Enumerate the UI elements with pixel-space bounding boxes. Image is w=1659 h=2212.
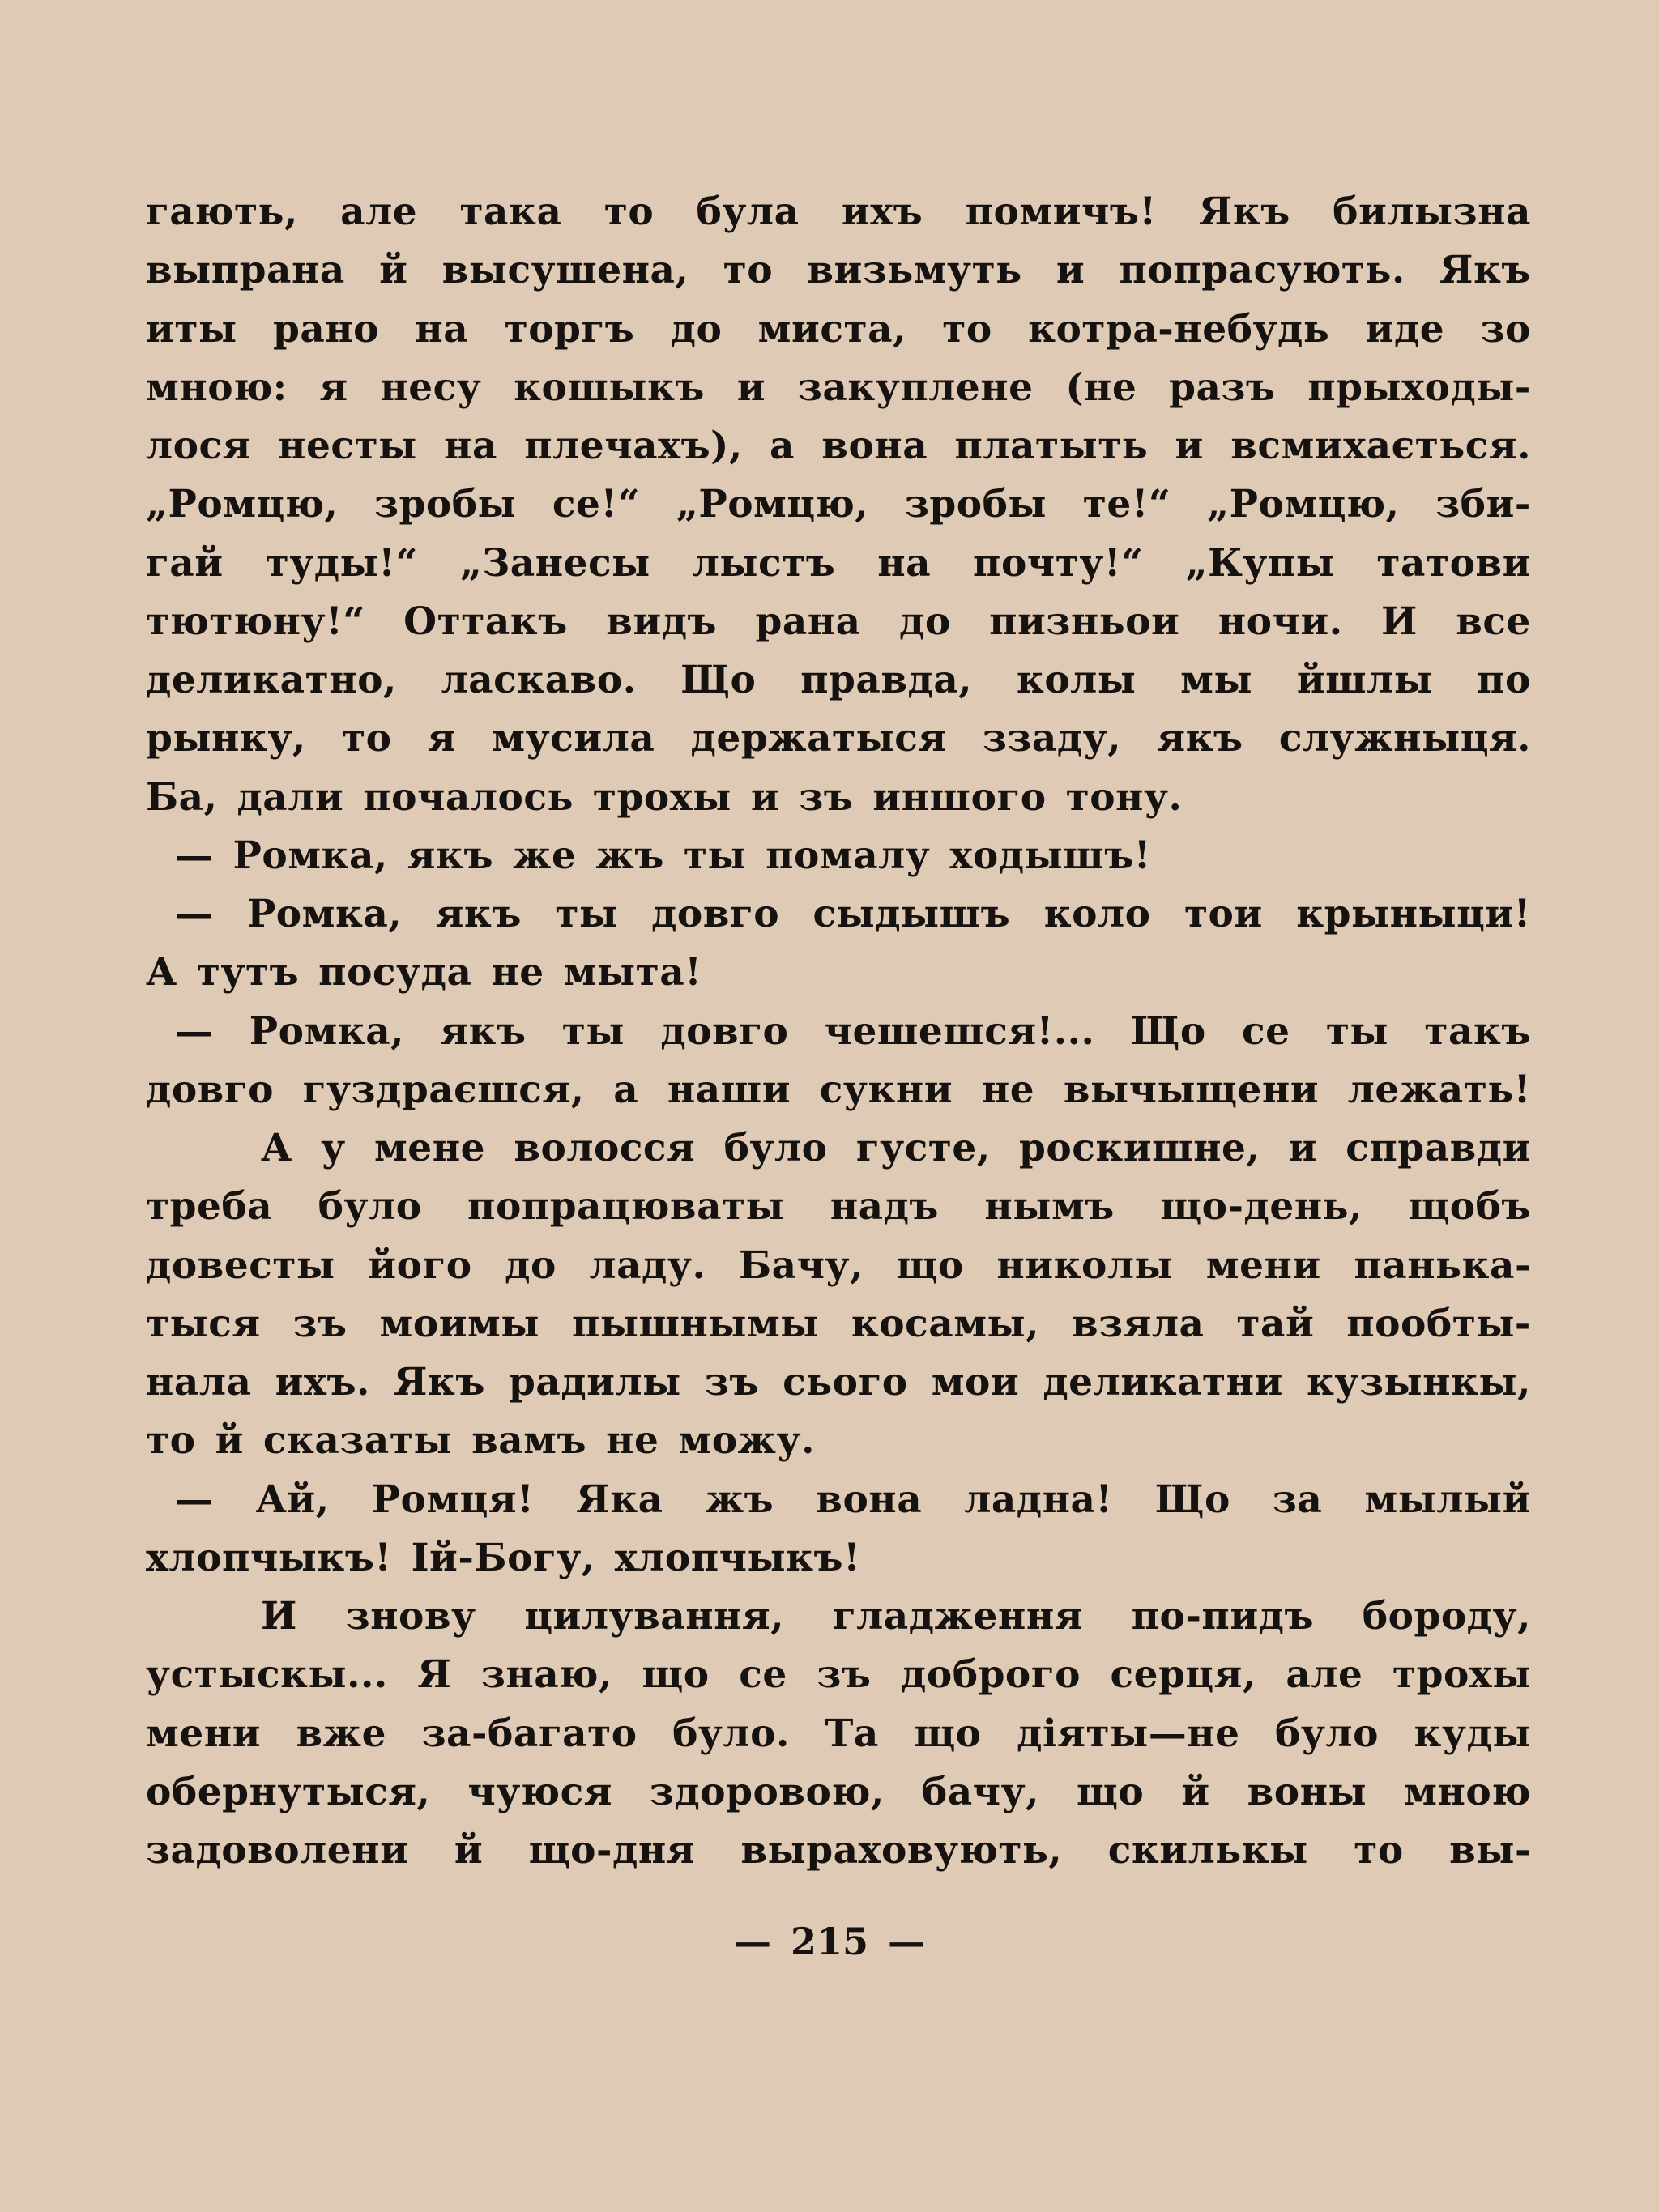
word: довго xyxy=(146,1067,274,1112)
word: тои xyxy=(1183,892,1263,936)
word: Та xyxy=(825,1711,879,1756)
page-number: — 215 — xyxy=(733,1920,926,1963)
word: за-багато xyxy=(421,1711,638,1756)
word: и xyxy=(736,364,766,410)
word: ты xyxy=(1325,1008,1389,1054)
page-text xyxy=(146,183,1531,1880)
word: николы xyxy=(996,1242,1174,1288)
word: якъ xyxy=(435,892,522,936)
word: почалось xyxy=(363,774,574,820)
word: зъ xyxy=(817,1652,872,1698)
word: тутъ xyxy=(196,950,300,995)
word: діяты—не xyxy=(1017,1711,1240,1756)
word: „Занесы xyxy=(459,540,650,586)
text-line xyxy=(146,944,1531,1002)
word: не xyxy=(981,1067,1035,1112)
word: воны xyxy=(1247,1769,1367,1814)
word: Якъ xyxy=(393,1360,485,1404)
word: мною xyxy=(1404,1769,1531,1814)
word: котра-небудь xyxy=(1028,306,1330,352)
word: вамъ xyxy=(471,1418,587,1464)
text-line xyxy=(146,1353,1531,1412)
word: несты xyxy=(278,424,417,468)
word: туды!“ xyxy=(265,540,418,586)
word: мною: xyxy=(146,364,288,410)
word: билызна xyxy=(1333,190,1531,234)
word: такъ xyxy=(1424,1008,1531,1054)
word: высушена, xyxy=(441,248,689,293)
text-line xyxy=(146,1471,1531,1529)
word: зъ xyxy=(799,774,854,820)
text-line xyxy=(146,827,1531,885)
word: рана xyxy=(755,599,861,644)
word: Що xyxy=(1130,1008,1206,1054)
word: не xyxy=(491,950,544,995)
word: попрасують. xyxy=(1119,248,1405,293)
text-line xyxy=(146,183,1531,241)
word: ладна! xyxy=(964,1477,1113,1522)
word: то xyxy=(603,190,655,234)
word: й xyxy=(379,248,408,293)
word: се!“ xyxy=(552,482,641,527)
word: же xyxy=(513,833,577,878)
word: — xyxy=(175,833,214,878)
word: ночи. xyxy=(1218,599,1343,644)
word: несу xyxy=(380,364,482,410)
word: роскишне, xyxy=(1019,1126,1260,1170)
word: ихъ. xyxy=(275,1360,370,1404)
text-line xyxy=(146,359,1531,417)
text-line xyxy=(146,1822,1531,1880)
text-line xyxy=(146,769,1531,827)
word: така xyxy=(459,190,562,234)
word: мои xyxy=(931,1360,1020,1404)
word: здоровою, xyxy=(649,1769,885,1814)
text-line xyxy=(146,1003,1531,1061)
word: що xyxy=(642,1652,710,1698)
word: и xyxy=(1175,424,1204,468)
word: — xyxy=(175,892,214,936)
word: можу. xyxy=(678,1418,815,1464)
word: — xyxy=(175,1008,214,1054)
word: — xyxy=(175,1477,214,1522)
word: хлопчыкъ! xyxy=(146,1535,392,1580)
word: Що xyxy=(680,658,757,702)
text-line xyxy=(146,885,1531,944)
word: и xyxy=(1056,248,1085,293)
word: я xyxy=(427,716,457,761)
word: А xyxy=(261,1126,292,1170)
word: Якъ xyxy=(1198,190,1290,234)
word: устыскы... xyxy=(146,1652,388,1698)
word: знаю, xyxy=(480,1652,612,1698)
word: пышнымы xyxy=(571,1301,819,1346)
word: вже xyxy=(296,1711,387,1756)
word: взяла xyxy=(1071,1301,1205,1346)
word: й xyxy=(454,1828,484,1873)
word: на xyxy=(877,540,932,586)
word: плечахъ), xyxy=(524,424,743,468)
word: нымъ xyxy=(984,1184,1115,1230)
word: було xyxy=(1275,1711,1379,1756)
word: Яка xyxy=(576,1477,663,1522)
word: а xyxy=(613,1067,639,1112)
text-line xyxy=(146,417,1531,475)
word: довго xyxy=(651,892,780,936)
word: видъ xyxy=(606,599,718,644)
word: цилування, xyxy=(524,1594,785,1639)
word: торгъ xyxy=(504,306,635,352)
word: (не xyxy=(1065,364,1137,410)
word: що xyxy=(914,1711,982,1756)
word: за xyxy=(1272,1477,1323,1522)
word: знову xyxy=(345,1594,476,1639)
word: скилькы xyxy=(1107,1828,1308,1873)
word: щобъ xyxy=(1408,1184,1531,1230)
word: по-пидъ xyxy=(1131,1594,1315,1639)
word: густе, xyxy=(855,1126,991,1170)
word: визьмуть xyxy=(807,248,1022,293)
word: Ромка, xyxy=(232,833,388,878)
word: иншого xyxy=(872,774,1047,820)
word: гладження xyxy=(832,1594,1083,1639)
word: треба xyxy=(146,1184,273,1230)
word: тай xyxy=(1236,1301,1315,1346)
word: кузынкы, xyxy=(1306,1360,1531,1404)
word: се xyxy=(1242,1008,1290,1054)
word: я xyxy=(319,364,348,410)
word: колы xyxy=(1016,658,1137,702)
word: не xyxy=(606,1418,659,1464)
word: зби- xyxy=(1435,482,1531,527)
word: мене xyxy=(373,1126,486,1170)
word: татови xyxy=(1376,540,1531,586)
word: Ій-Богу, xyxy=(411,1535,595,1580)
word: посуда xyxy=(318,950,472,995)
word: Ай, xyxy=(255,1477,330,1522)
word: миста, xyxy=(757,306,906,352)
word: иты xyxy=(146,306,237,352)
word: крыныци! xyxy=(1296,892,1531,936)
word: А xyxy=(146,950,177,995)
word: „Купы xyxy=(1185,540,1335,586)
word: ззаду, xyxy=(982,716,1122,761)
text-line xyxy=(146,651,1531,710)
word: то xyxy=(1354,1828,1404,1873)
word: разъ xyxy=(1169,364,1276,410)
word: волосся xyxy=(514,1126,696,1170)
word: довесты xyxy=(146,1242,335,1288)
word: на xyxy=(415,306,469,352)
word: лежать! xyxy=(1347,1067,1531,1112)
word: правда, xyxy=(800,658,973,702)
word: ты xyxy=(683,833,747,878)
word: гай xyxy=(146,540,224,586)
word: була xyxy=(696,190,800,234)
word: помалу xyxy=(766,833,931,878)
word: Якъ xyxy=(1439,248,1531,293)
word: тютюну!“ xyxy=(146,599,365,644)
word: Ба, xyxy=(146,774,218,820)
word: И xyxy=(261,1594,297,1639)
word: платыть xyxy=(954,424,1149,468)
text-line xyxy=(146,1705,1531,1763)
word: Бачу, xyxy=(738,1242,864,1288)
word: бачу, xyxy=(921,1769,1040,1814)
word: лыстъ xyxy=(692,540,836,586)
word: мыта! xyxy=(563,950,702,995)
word: то xyxy=(723,248,774,293)
word: ладу. xyxy=(589,1242,706,1288)
word: „Ромцю, xyxy=(146,482,339,527)
word: всмихається. xyxy=(1230,424,1531,468)
word: йшлы xyxy=(1296,658,1433,702)
text-line xyxy=(146,1412,1531,1470)
word: тыся xyxy=(146,1301,261,1346)
word: рано xyxy=(272,306,380,352)
word: що-дня xyxy=(528,1828,695,1873)
word: моимы xyxy=(379,1301,539,1346)
word: мени xyxy=(1205,1242,1321,1288)
text-line xyxy=(146,1119,1531,1178)
word: сыдышъ xyxy=(812,892,1011,936)
word: а xyxy=(770,424,795,468)
word: у xyxy=(321,1126,346,1170)
word: що xyxy=(1077,1769,1145,1814)
word: коло xyxy=(1043,892,1151,936)
word: дали xyxy=(237,774,344,820)
word: якъ xyxy=(1157,716,1243,761)
word: гають, xyxy=(146,190,298,234)
word: то xyxy=(342,716,392,761)
word: до xyxy=(670,306,723,352)
word: мы xyxy=(1180,658,1253,702)
word: й xyxy=(215,1418,244,1464)
word: Я xyxy=(417,1652,452,1698)
word: куды xyxy=(1414,1711,1531,1756)
text-line xyxy=(146,1295,1531,1353)
word: зо xyxy=(1480,306,1531,352)
word: жъ xyxy=(705,1477,774,1522)
word: закуплене xyxy=(797,364,1034,410)
word: почту!“ xyxy=(973,540,1144,586)
word: сього xyxy=(783,1360,908,1404)
word: Ромка, xyxy=(246,892,403,936)
word: трохы xyxy=(592,774,731,820)
word: Ромця! xyxy=(371,1477,535,1522)
word: було xyxy=(318,1184,422,1230)
word: те!“ xyxy=(1082,482,1171,527)
word: вона xyxy=(816,1477,923,1522)
word: то xyxy=(942,306,992,352)
word: вычыщени xyxy=(1063,1067,1320,1112)
word: вы- xyxy=(1449,1828,1531,1873)
word: надъ xyxy=(830,1184,939,1230)
text-line xyxy=(146,1529,1531,1588)
word: лося xyxy=(146,424,251,468)
word: все xyxy=(1456,599,1531,644)
word: выпрана xyxy=(146,248,345,293)
word: ихъ xyxy=(841,190,923,234)
word: трохы xyxy=(1392,1652,1531,1698)
word: до xyxy=(505,1242,557,1288)
word: але xyxy=(1286,1652,1363,1698)
word: иде xyxy=(1365,306,1445,352)
word: зъ xyxy=(704,1360,759,1404)
word: „Ромцю, xyxy=(1207,482,1400,527)
word: тону. xyxy=(1065,774,1183,820)
word: й xyxy=(1181,1769,1210,1814)
word: мусила xyxy=(492,716,655,761)
word: панька- xyxy=(1354,1242,1531,1288)
text-line xyxy=(146,1237,1531,1295)
word: нала xyxy=(146,1360,252,1404)
word: на xyxy=(444,424,497,468)
text-line xyxy=(146,535,1531,593)
word: служныця. xyxy=(1278,716,1531,761)
word: якъ xyxy=(440,1008,527,1054)
word: якъ xyxy=(407,833,493,878)
word: ходышъ! xyxy=(949,833,1151,878)
word: бороду, xyxy=(1362,1594,1531,1639)
text-line xyxy=(146,593,1531,651)
text-line xyxy=(146,1178,1531,1236)
word: ласкаво. xyxy=(441,658,637,702)
word: чешешся!... xyxy=(824,1008,1095,1054)
word: хлопчыкъ! xyxy=(614,1535,861,1580)
word: довго xyxy=(660,1008,789,1054)
word: доброго xyxy=(901,1652,1081,1698)
word: до xyxy=(899,599,951,644)
word: рынку, xyxy=(146,716,306,761)
word: вона xyxy=(821,424,928,468)
word: деликатно, xyxy=(146,658,397,702)
word: що-день, xyxy=(1160,1184,1363,1230)
word: зробы xyxy=(374,482,517,527)
word: наши xyxy=(667,1067,791,1112)
text-line xyxy=(146,1061,1531,1119)
word: Ромка, xyxy=(249,1008,405,1054)
word: И xyxy=(1380,599,1418,644)
word: справди xyxy=(1346,1126,1531,1170)
word: то xyxy=(146,1418,196,1464)
word: ты xyxy=(561,1008,625,1054)
word: гуздраєшся, xyxy=(302,1067,585,1112)
word: мылый xyxy=(1364,1477,1531,1522)
text-line xyxy=(146,475,1531,534)
text-line xyxy=(146,1646,1531,1704)
word: зъ xyxy=(292,1301,348,1346)
word: пизньои xyxy=(989,599,1180,644)
word: се xyxy=(739,1652,787,1698)
word: Оттакъ xyxy=(403,599,568,644)
word: радилы xyxy=(509,1360,681,1404)
word: прыходы- xyxy=(1307,364,1531,410)
word: Що xyxy=(1154,1477,1230,1522)
word: кошыкъ xyxy=(514,364,705,410)
word: и xyxy=(750,774,780,820)
word: ты xyxy=(555,892,618,936)
word: деликатни xyxy=(1043,1360,1283,1404)
word: мени xyxy=(146,1711,261,1756)
word: и xyxy=(1288,1126,1317,1170)
text-line xyxy=(146,241,1531,300)
word: задоволени xyxy=(146,1828,409,1873)
word: було. xyxy=(672,1711,790,1756)
text-line xyxy=(146,710,1531,768)
word: помичъ! xyxy=(965,190,1157,234)
word: по xyxy=(1477,658,1531,702)
word: пообты- xyxy=(1346,1301,1531,1346)
word: обернутыся, xyxy=(146,1769,431,1814)
word: чуюся xyxy=(467,1769,612,1814)
word: попрацюваты xyxy=(467,1184,785,1230)
word: „Ромцю, xyxy=(676,482,869,527)
word: його xyxy=(368,1242,472,1288)
word: держатыся xyxy=(690,716,947,761)
word: зробы xyxy=(904,482,1047,527)
word: що xyxy=(896,1242,964,1288)
word: сказаты xyxy=(262,1418,453,1464)
word: выраховують, xyxy=(740,1828,1063,1873)
word: сукни xyxy=(819,1067,953,1112)
word: було xyxy=(723,1126,828,1170)
word: косамы, xyxy=(851,1301,1040,1346)
word: жъ xyxy=(595,833,664,878)
word: серця, xyxy=(1110,1652,1256,1698)
word: але xyxy=(340,190,418,234)
text-line xyxy=(146,1763,1531,1822)
text-line xyxy=(146,300,1531,359)
text-line xyxy=(146,1588,1531,1646)
